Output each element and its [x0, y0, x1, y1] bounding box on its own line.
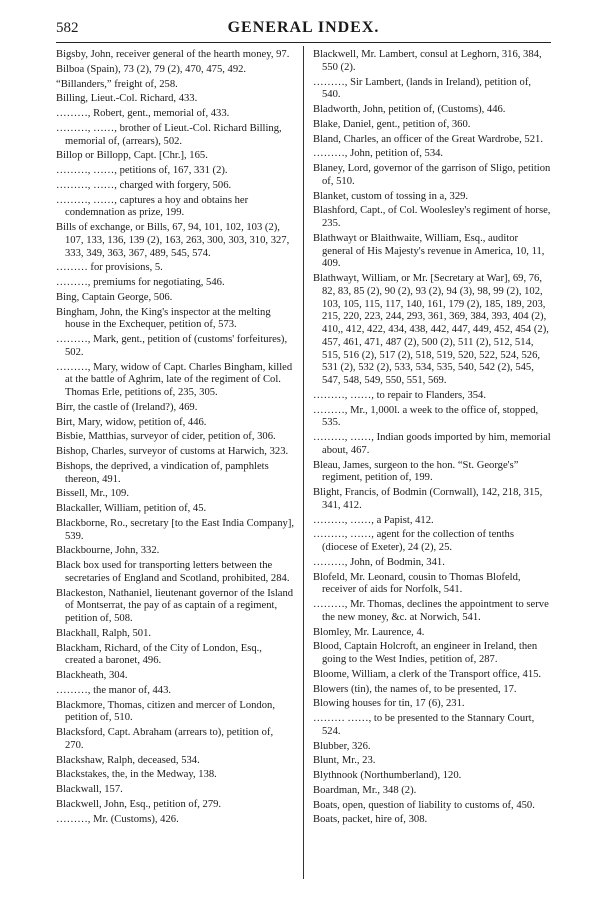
index-entry: Blathwayt, William, or Mr. [Secretary at War], 69, 76, 82, 83, 85 (2), 90 (2), 93 (2), 94 (3), 98, 99 (2), 102, 103, 105, 115, 117, 140, 161, 179 (2), 185, 189, 203, 215, 220, 223, 244, 293, 361, 369, 384, 393, 404 (2), 410,, 412, 422, 434, 438, 442, 447, 449, 452, 454 (2), 457, 461, 471, 487 (2), 500 (2), 511 (2), 512, 514, 515, 516 (2), 517 (2), 518, 519, 520, 522, 524, 526, 531 (2), 532 (2), 533, 534, 535, 540, 542 (2), 545, 547, 548, 549, 550, 551, 569.	[313, 273, 549, 386]
index-entry: ………, Mr. Thomas, declines the appointment to serve the new money, &c. at Norwich, 541.	[313, 599, 549, 623]
index-entry: ………, ……, agent for the collection of tenths (diocese of Exeter), 24 (2), 25.	[313, 529, 514, 553]
column-divider	[303, 46, 304, 879]
index-entry: Bishops, the deprived, a vindication of, pamphlets thereon, 491.	[56, 460, 269, 485]
index-entry: Blythnook (Northumberland), 120.	[313, 770, 462, 781]
index-entry: Bigsby, John, receiver general of the hearth money, 97.	[56, 49, 290, 60]
right-column	[313, 49, 551, 829]
page-number: 582	[56, 20, 79, 36]
index-entry: ……… ……, to be presented to the Stannary Court, 524.	[313, 713, 535, 737]
index-entry: Blofeld, Mr. Leonard, cousin to Thomas Blofeld, receiver of aids for Norfolk, 541.	[313, 571, 521, 596]
index-entry: Boats, open, question of liability to customs of, 450.	[313, 799, 535, 811]
index-entry: Blubber, 326.	[313, 740, 371, 752]
index-entry: Blunt, Mr., 23.	[313, 755, 376, 767]
index-entry: ………, Mary, widow of Capt. Charles Bingham, killed at the battle of Aghrim, late of the regiment of Col. Thomas Erle, petitions of, 235, 305.	[56, 361, 293, 398]
index-entry: Boardman, Mr., 348 (2).	[313, 784, 417, 796]
index-entry: ………, ……, brother of Lieut.-Col. Richard Billing, memorial of, (arrears), 502.	[56, 122, 282, 147]
index-entry: “Billanders,” freight of, 258.	[56, 78, 178, 90]
index-entry: Boats, packet, hire of, 308.	[313, 814, 428, 826]
index-entry: Black box used for transporting letters between the secretaries of England and Scotland, prohibited, 284.	[56, 560, 290, 584]
index-entry: Blackwell, Mr. Lambert, consul at Leghorn, 316, 384, 550 (2).	[313, 49, 542, 73]
index-entry: Blackshaw, Ralph, deceased, 534.	[56, 754, 200, 766]
index-entry: ………, ……, a Papist, 412.	[313, 514, 434, 526]
index-entry: Blight, Francis, of Bodmin (Cornwall), 142, 218, 315, 341, 412.	[313, 487, 543, 511]
index-entry: Blackborne, Ro., secretary [to the East India Company], 539.	[56, 517, 294, 542]
index-entry: Blackham, Richard, of the City of London, Esq., created a baronet, 496.	[56, 642, 262, 667]
index-entry: ………, ……, petitions of, 167, 331 (2).	[56, 165, 228, 176]
index-entry: Blathwayt or Blaithwaite, William, Esq., auditor general of His Majesty's revenue in America, 10, 11, 409.	[313, 232, 545, 270]
index-entry: Blacksford, Capt. Abraham (arrears to), petition of, 270.	[56, 727, 274, 751]
index-entry: ………, Mr. (Customs), 426.	[56, 813, 179, 825]
header-rule	[56, 42, 551, 43]
index-entry: ……… for provisions, 5.	[56, 262, 163, 274]
left-column	[56, 49, 294, 828]
index-entry: Bills of exchange, or Bills, 67, 94, 101, 102, 103 (2), 107, 133, 136, 139 (2), 163, 263, 300, 303, 310, 327, 333, 349, 363, 367, 489, 545, 574.	[56, 222, 290, 259]
index-entry: ………, ……, to repair to Flanders, 354.	[313, 389, 487, 401]
index-entry: ………, ……, captures a hoy and obtains her condemnation as prize, 199.	[56, 194, 249, 219]
index-entry: Birt, Mary, widow, petition of, 446.	[56, 416, 207, 428]
index-entry: Blashford, Capt., of Col. Woolesley's regiment of horse, 235.	[313, 205, 551, 229]
index-entry: Blackbourne, John, 332.	[56, 545, 160, 557]
page-header	[56, 18, 551, 42]
index-entry: Bloome, William, a clerk of the Transport office, 415.	[313, 668, 542, 680]
index-entry: Bilboa (Spain), 73 (2), 79 (2), 470, 475, 492.	[56, 63, 247, 75]
index-entry: Blowing houses for tin, 17 (6), 231.	[313, 698, 465, 710]
index-entry: Bissell, Mr., 109.	[56, 488, 129, 500]
index-entry: ………, ……, Indian goods imported by him, memorial about, 467.	[313, 432, 551, 456]
index-entry: ………, Mr., 1,000l. a week to the office of, stopped, 535.	[313, 404, 539, 429]
index-entry: Blood, Captain Holcroft, an engineer in Ireland, then going to the West Indies, petition of, 287.	[313, 641, 538, 665]
index-entry: Bisbie, Matthias, surveyor of cider, petition of, 306.	[56, 431, 276, 443]
index-entry: Billing, Lieut.-Col. Richard, 433.	[56, 93, 198, 105]
index-entry: Bing, Captain George, 506.	[56, 291, 173, 303]
index-entry: ………, Sir Lambert, (lands in Ireland), petition of, 540.	[313, 76, 532, 101]
index-entry: Blackwall, 157.	[56, 784, 123, 795]
index-entry: Birr, the castle of (Ireland?), 469.	[56, 401, 198, 413]
index-entry: Blackwell, John, Esq., petition of, 279.	[56, 798, 222, 810]
index-entry: Blackstakes, the, in the Medway, 138.	[56, 769, 217, 781]
index-entry: Blackeston, Nathaniel, lieutenant governor of the Island of Montserrat, the pay of as captain of a regiment, petition of, 508.	[56, 587, 294, 624]
index-entry: Blanket, custom of tossing in a, 329.	[313, 190, 469, 202]
index-entry: Blackaller, William, petition of, 45.	[56, 503, 207, 514]
index-entry: ………, ……, charged with forgery, 506.	[56, 179, 232, 191]
index-entry: Bishop, Charles, surveyor of customs at Harwich, 323.	[56, 446, 289, 457]
index-entry: Blake, Daniel, gent., petition of, 360.	[313, 118, 471, 130]
index-entry: Bingham, John, the King's inspector at the melting house in the Exchequer, petition of, 573.	[56, 306, 271, 331]
index-entry: Blackhall, Ralph, 501.	[56, 627, 152, 639]
index-entry: ………, John, petition of, 534.	[313, 148, 444, 160]
index-entry: ………, John, of Bodmin, 341.	[313, 556, 445, 568]
index-entry: Blaney, Lord, governor of the garrison of Sligo, petition of, 510.	[313, 163, 551, 187]
index-entry: Billop or Billopp, Capt. [Chr.], 165.	[56, 150, 208, 162]
index-entry: ………, Robert, gent., memorial of, 433.	[56, 108, 230, 119]
index-entry: Bland, Charles, an officer of the Great Wardrobe, 521.	[313, 133, 543, 145]
index-entry: ………, premiums for negotiating, 546.	[56, 277, 225, 288]
index-entry: Bleau, James, surgeon to the hon. “St. George's” regiment, petition of, 199.	[313, 459, 519, 484]
index-entry: Blomley, Mr. Laurence, 4.	[313, 626, 425, 638]
index-entry: Blackheath, 304.	[56, 670, 128, 681]
index-entry: Blowers (tin), the names of, to be presented, 17.	[313, 683, 517, 695]
running-title: GENERAL INDEX.	[227, 19, 380, 36]
index-entry: ………, Mark, gent., petition of (customs' forfeitures), 502.	[56, 334, 288, 358]
index-entry: ………, the manor of, 443.	[56, 684, 172, 696]
index-entry: Blackmore, Thomas, citizen and mercer of London, petition of, 510.	[56, 699, 275, 724]
index-entry: Bladworth, John, petition of, (Customs), 446.	[313, 104, 506, 115]
